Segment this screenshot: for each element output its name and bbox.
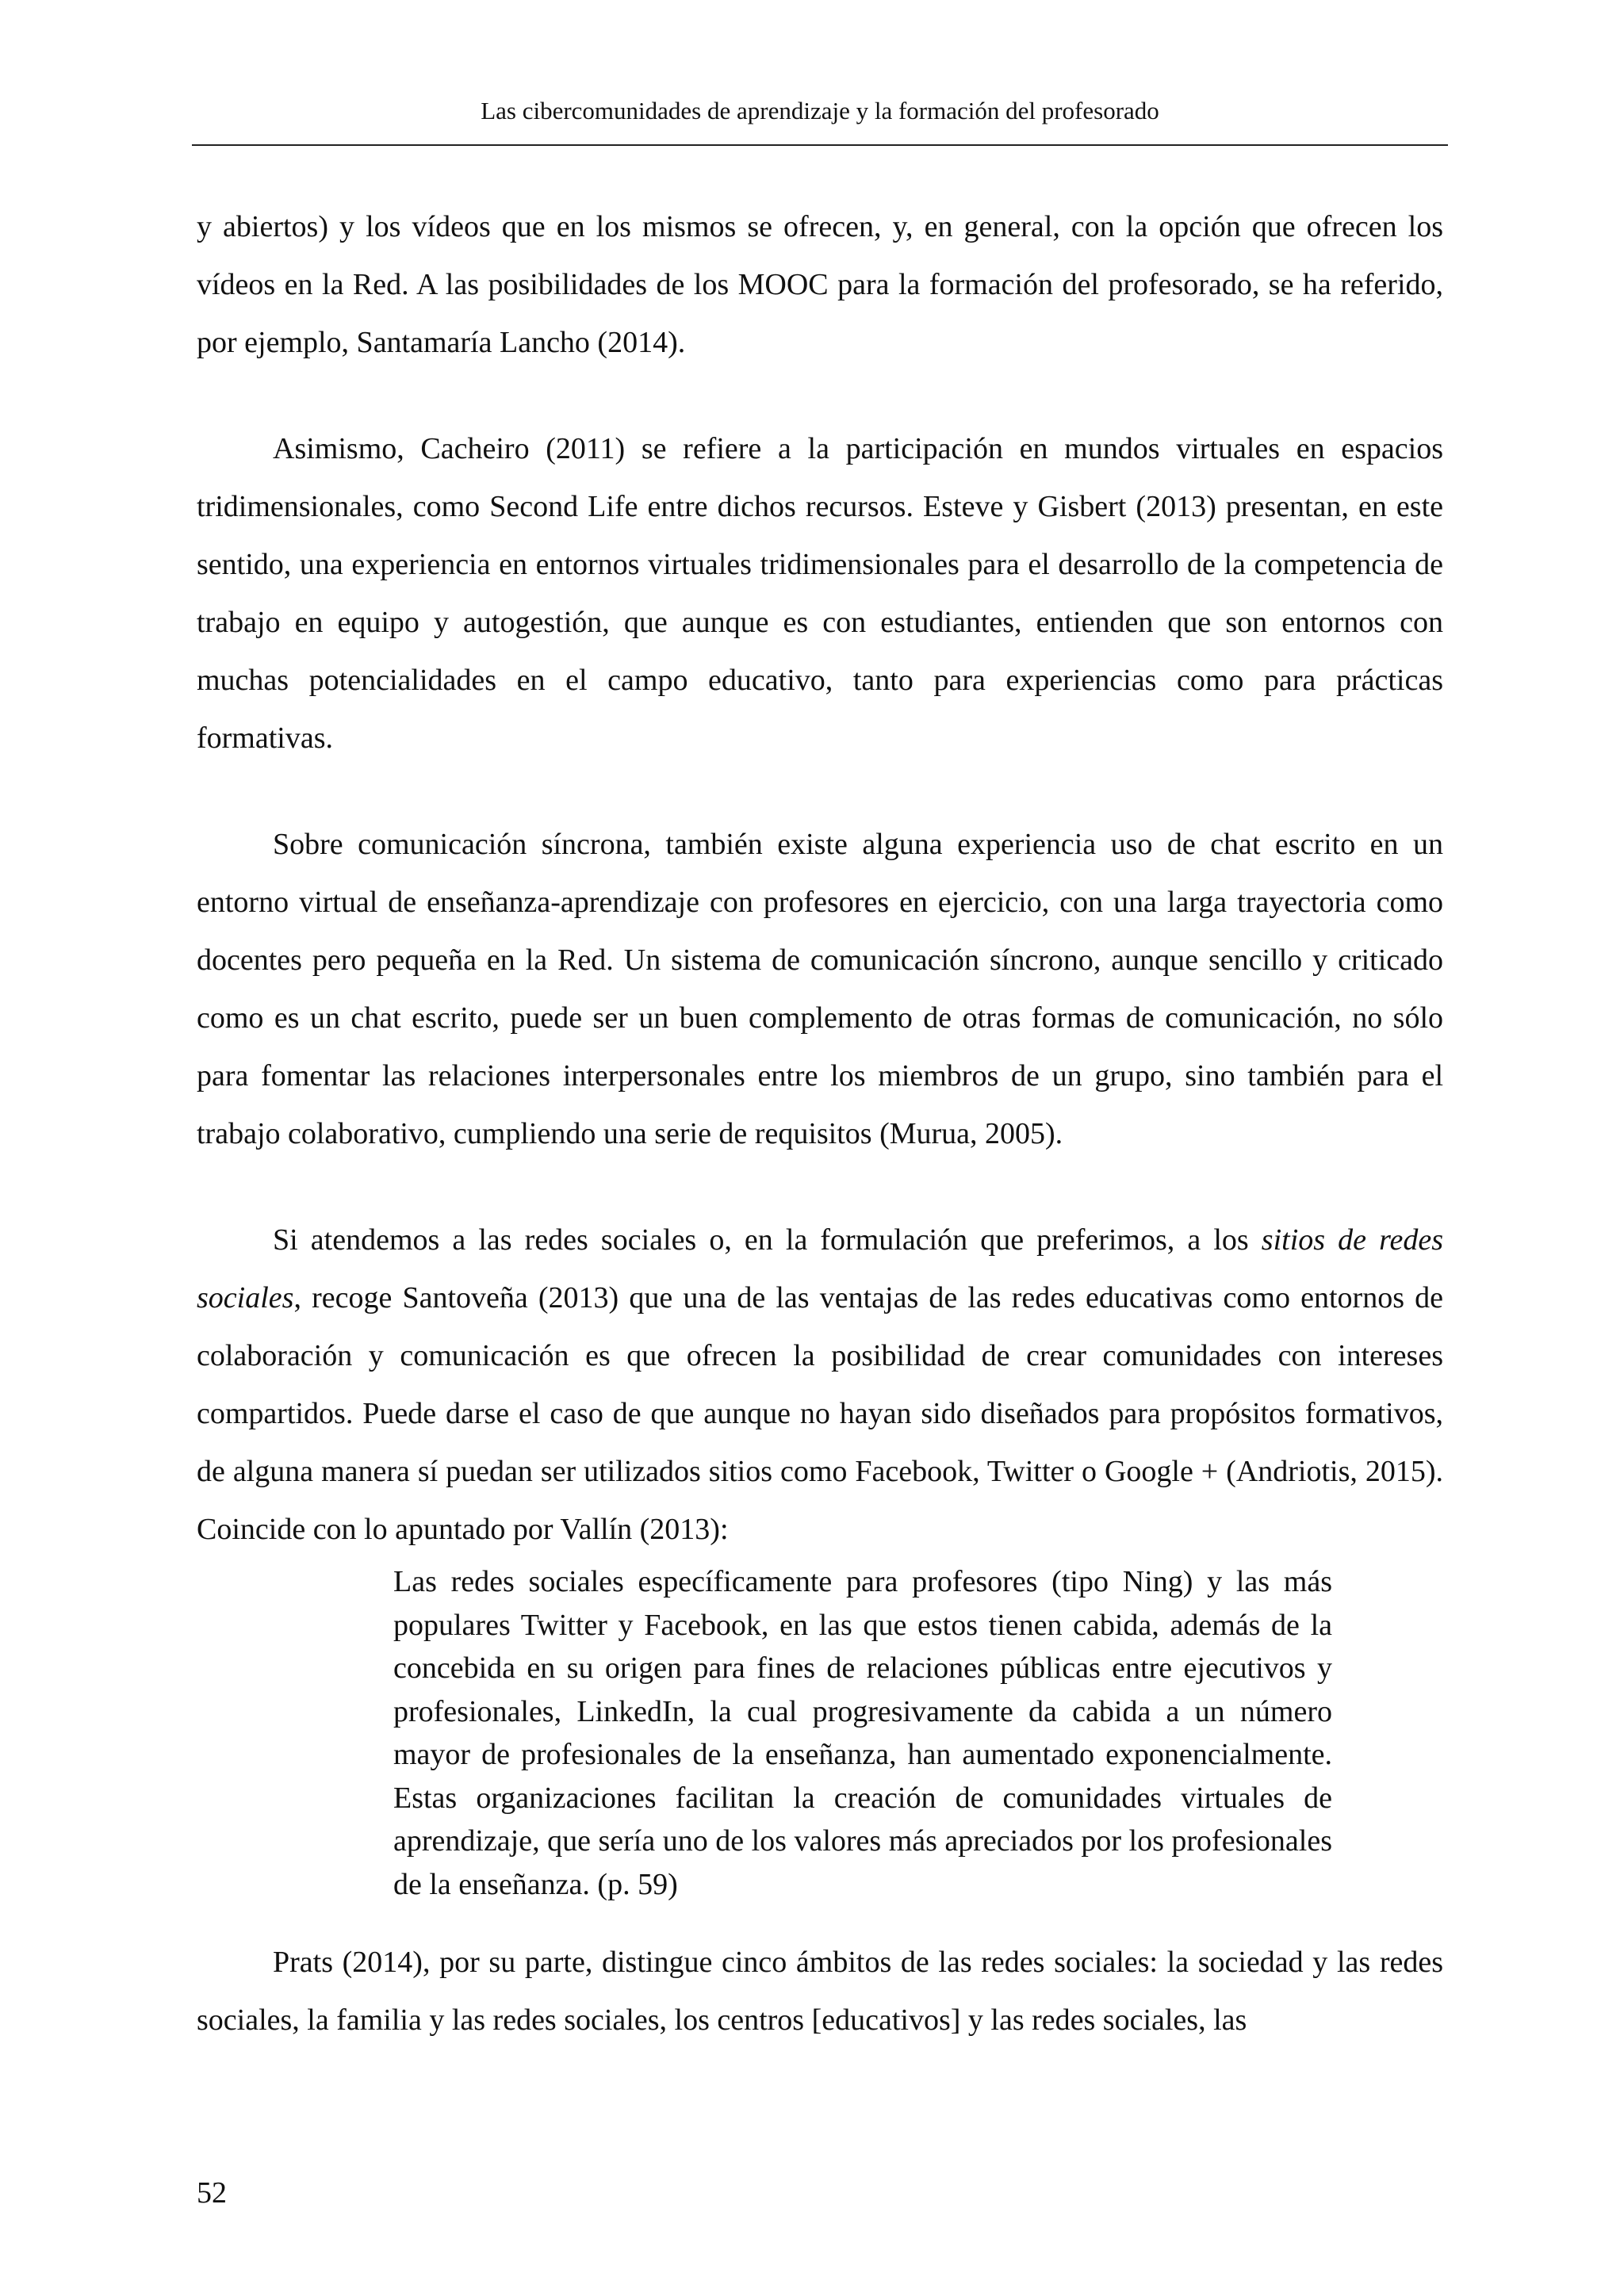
emphasis-sitios-de-redes-sociales: sitios de redes sociales — [197, 1223, 1444, 1314]
running-header — [192, 89, 1448, 146]
paragraph-sincrona: Sobre comunicación síncrona, también existe alguna experiencia uso de chat escrito en un entorno virtual de enseñanza-aprendizaje con profesores en ejercicio, con una larga trayectoria como docentes pero pequeña en la Red. Un sistema de comunicación síncrono, aunque sencillo y criticado como es un chat escrito, puede ser un buen complemento de otras formas de comunicación, no sólo para fomentar las relaciones interpersonales entre los miembros de un grupo, sino también para el trabajo colaborativo, cumpliendo una serie de requisitos (Murua, 2005). — [197, 828, 1443, 1150]
paragraph-continuation: y abiertos) y los vídeos que en los mismos se ofrecen, y, en general, con la opción que ofrecen los vídeos en la Red. A las posibilidades de los MOOC para la formación del profesorado, se ha referido, por ejemplo, Santamaría Lancho (2014). — [197, 210, 1443, 359]
paragraph-prats: Prats (2014), por su parte, distingue cinco ámbitos de las redes sociales: la sociedad y las redes sociales, la familia y las redes sociales, los centros [educativos] y las redes sociales, las — [197, 1946, 1443, 2037]
paragraph-redes-sociales — [197, 1211, 1443, 1559]
body-text — [197, 198, 1443, 2049]
page-number: 52 — [197, 2176, 227, 2210]
block-quote-vallin: Las redes sociales específicamente para profesores (tipo Ning) y las más populares Twitter y Facebook, en las que estos tienen cabida, además de la concebida en su origen para fines de relaciones públicas entre ejecutivos y profesionales, LinkedIn, la cual progresivamente da cabida a un número mayor de profesionales de la enseñanza, han aumentado exponencialmente. Estas organizaciones facilitan la creación de comunidades virtuales de aprendizaje, que sería uno de los valores más apreciados por los profesionales de la enseñanza. (p. 59) — [393, 1565, 1332, 1901]
running-title: Las cibercomunidades de aprendizaje y la formación del profesorado — [481, 97, 1159, 124]
paragraph-cacheiro: Asimismo, Cacheiro (2011) se refiere a la participación en mundos virtuales en espacios tridimensionales, como Second Life entre dichos recursos. Esteve y Gisbert (2013) presentan, en este sentido, una experiencia en entornos virtuales tridimensionales para el desarrollo de la competencia de trabajo en equipo y autogestión, que aunque es con estudiantes, entienden que son entornos con muchas potencialidades en el campo educativo, tanto para experiencias como para prácticas formativas. — [197, 432, 1443, 755]
paragraph-redes-sociales-end: , recoge Santoveña (2013) que una de las ventajas de las redes educativas como entornos de colaboración y comunicación es que ofrecen la posibilidad de crear comunidades con intereses compartidos. Puede darse el caso de que aunque no hayan sido diseñados para propósitos formativos, de alguna manera sí puedan ser utilizados sitios como Facebook, Twitter o Google + (Andriotis, 2015). Coincide con lo apuntado por Vallín (2013): — [197, 1281, 1443, 1546]
paragraph-redes-sociales-start: Si atendemos a las redes sociales o, en la formulación que preferimos, a los — [273, 1223, 1262, 1257]
